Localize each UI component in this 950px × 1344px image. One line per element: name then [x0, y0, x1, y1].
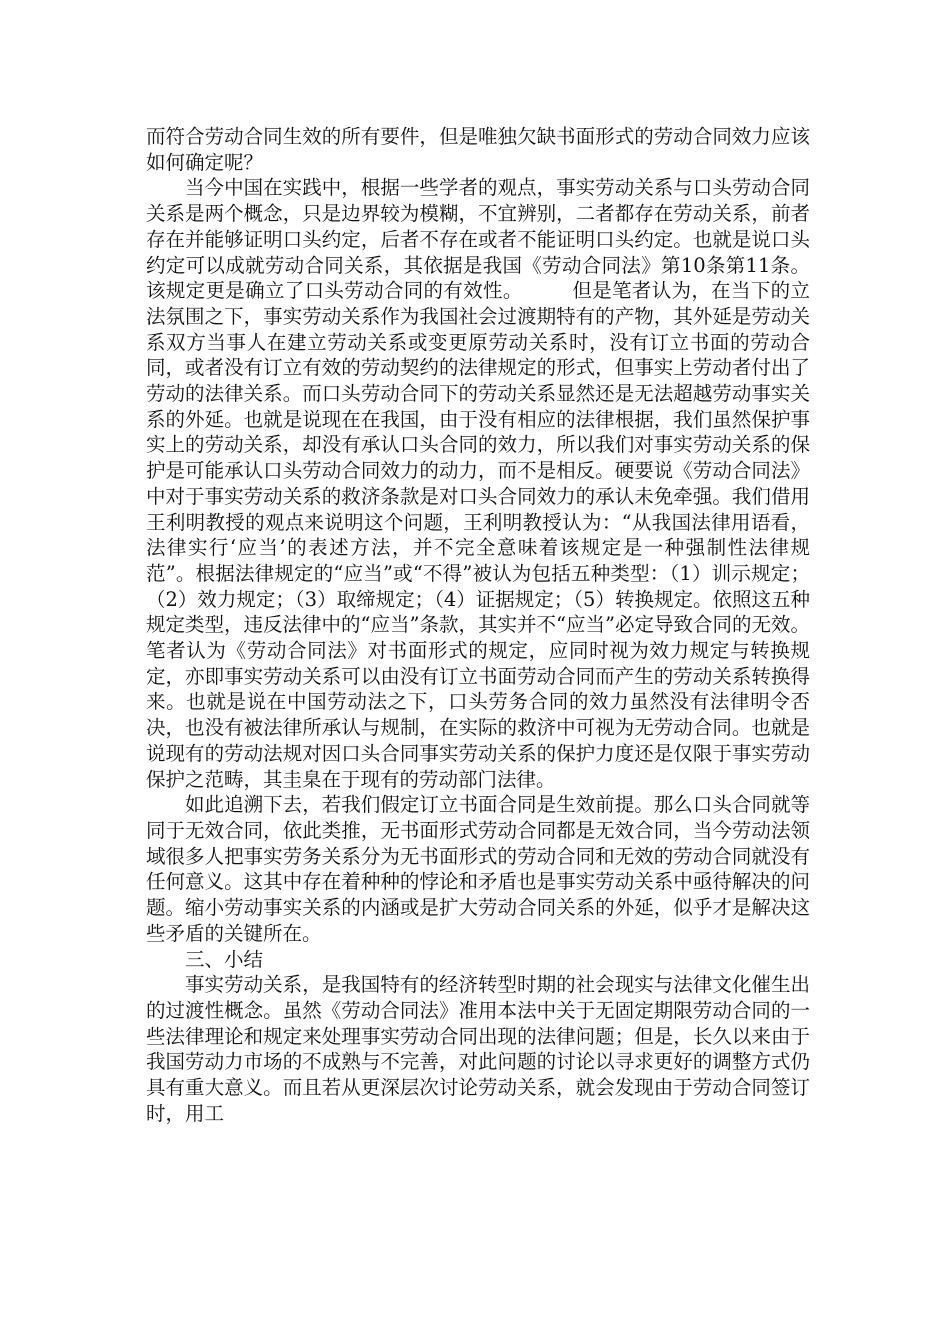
section-heading-summary: 三、小结 — [185, 947, 264, 971]
document-page — [146, 124, 810, 1126]
paragraph-continuation: 而符合劳动合同生效的所有要件，但是唯独欠缺书面形式的劳动合同效力应该如何确定呢？ — [146, 125, 810, 174]
paragraph-written-contract-premise: 如此追溯下去，若我们假定订立书面合同是生效前提。那么口头合同就等同于无效合同，依此类推，无书面形式劳动合同都是无效合同，当今劳动法领域很多人把事实劳务关系分为无书面形式的劳动合同和无效的劳动合同就没有任何意义。这其中存在着种种的悖论和矛盾也是事实劳动关系中亟待解决的问题。缩小劳动事实关系的内涵或是扩大劳动合同关系的外延，似乎才是解决这些矛盾的关键所在。 — [146, 793, 810, 945]
paragraph-oral-contract-analysis: 当今中国在实践中，根据一些学者的观点，事实劳动关系与口头劳动合同关系是两个概念，只是边界较为模糊，不宜辨别，二者都存在劳动关系，前者存在并能够证明口头约定，后者不存在或者不能证明口头约定。也就是说口头约定可以成就劳动合同关系，其依据是我国《劳动合同法》第10条第11条。该规定更是确立了口头劳动合同的有效性。 但是笔者认为，在当下的立法氛围之下，事实劳动关系作为我国社会过渡期特有的产物，其外延是劳动关系双方当事人在建立劳动关系或变更原劳动关系时，没有订立书面的劳动合同，或者没有订立有效的劳动契约的法律规定的形式，但事实上劳动者付出了劳动的法律关系。而口头劳动合同下的劳动关系显然还是无法超越劳动事实关系的外延。也就是说现在在我国，由于没有相应的法律根据，我们虽然保护事实上的劳动关系，却没有承认口头合同的效力，所以我们对事实劳动关系的保护是可能承认口头劳动合同效力的动力，而不是相反。硬要说《劳动合同法》中对于事实劳动关系的救济条款是对口头合同效力的承认未免牵强。我们借用王利明教授的观点来说明这个问题，王利明教授认为：“从我国法律用语看，法律实行‘应当’的表述方法，并不完全意味着该规定是一种强制性法律规范”。根据法律规定的“应当”或“不得”被认为包括五种类型：（1）训示规定；（2）效力规定；（3）取缔规定；（4）证据规定；（5）转换规定。依照这五种规定类型，违反法律中的“应当”条款，其实并不“应当”必定导致合同的无效。笔者认为《劳动合同法》对书面形式的规定，应同时视为效力规定与转换规定，亦即事实劳动关系可以由没有订立书面劳动合同而产生的劳动关系转换得来。也就是说在中国劳动法之下，口头劳务合同的效力虽然没有法律明令否决，也没有被法律所承认与规制，在实际的救济中可视为无劳动合同。也就是说现有的劳动法规对因口头合同事实劳动关系的保护力度还是仅限于事实劳动保护之范畴，其圭臬在于现有的劳动部门法律。 — [146, 176, 810, 791]
paragraph-summary: 事实劳动关系，是我国特有的经济转型时期的社会现实与法律文化催生出的过渡性概念。虽然《劳动合同法》准用本法中关于无固定期限劳动合同的一些法律理论和规定来处理事实劳动合同出现的法律问题；但是，长久以来由于我国劳动力市场的不成熟与不完善，对此问题的讨论以寻求更好的调整方式仍具有重大意义。而且若从更深层次讨论劳动关系，就会发现由于劳动合同签订时，用工 — [146, 973, 810, 1125]
